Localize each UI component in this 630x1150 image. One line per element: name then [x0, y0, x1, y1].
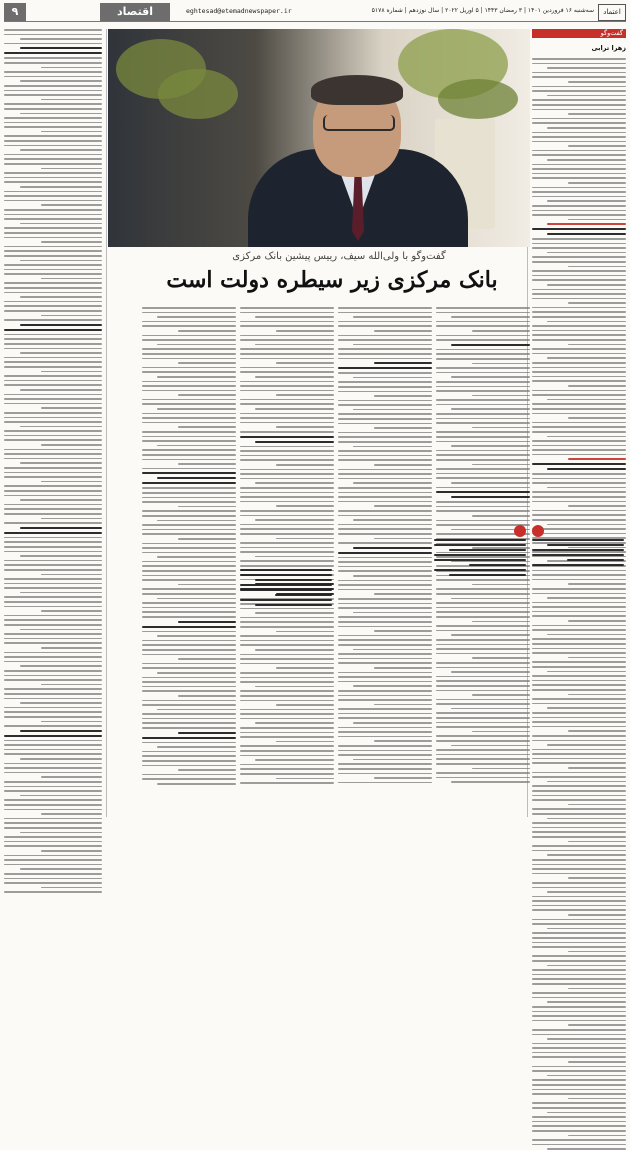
section-title: اقتصاد	[100, 3, 170, 21]
pull-quote-1	[434, 539, 526, 579]
newspaper-page	[4, 3, 626, 817]
pull-quote-3	[240, 569, 332, 609]
author-name: زهرا ترابی	[591, 44, 626, 52]
interview-tag: گفت‌وگو	[532, 29, 626, 38]
quote-number-icon	[532, 525, 544, 537]
body-column-4	[142, 307, 236, 788]
pull-quote-2	[532, 539, 624, 569]
interview-intro-column	[532, 29, 626, 817]
newspaper-logo-icon: اعتماد	[598, 4, 626, 21]
intro-text	[532, 58, 626, 1150]
section-email[interactable]: eghtesad@etemadnewspaper.ir	[186, 7, 292, 15]
body-text	[4, 29, 102, 893]
column-divider	[106, 29, 107, 817]
issue-dateline: سه‌شنبه ۱۶ فروردین ۱۴۰۱ | ۳ رمضان ۱۴۴۳ | ۵ آوریل ۲۰۲۲ | سال نوزدهم | شماره ۵۱۷۸	[371, 7, 594, 14]
article-kicker: گفت‌وگو با ولی‌الله سیف، رییس پیشین بانک مرکزی	[232, 251, 446, 262]
page-number: ۹	[4, 3, 26, 21]
page-header	[4, 3, 626, 22]
body-column-3	[240, 307, 334, 787]
article-headline: بانک مرکزی زیر سیطره دولت است	[166, 267, 498, 293]
body-column-2	[338, 307, 432, 786]
left-text-column	[4, 29, 102, 817]
article-photo	[108, 29, 530, 247]
quote-number-icon	[514, 525, 526, 537]
